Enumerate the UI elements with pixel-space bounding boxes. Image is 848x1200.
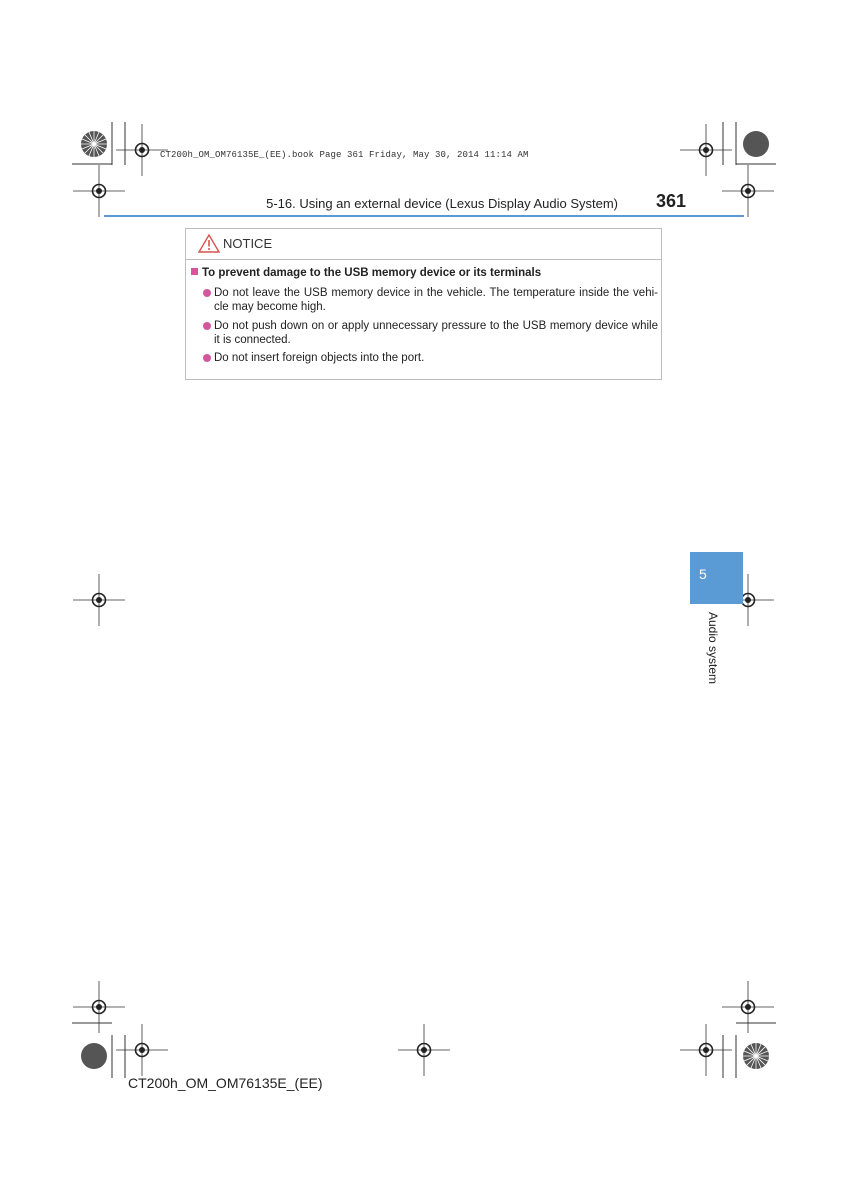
warning-triangle-icon — [198, 234, 220, 253]
notice-heading — [191, 267, 541, 279]
registration-crosshair-icon — [73, 165, 125, 217]
header-rule — [104, 215, 744, 217]
chapter-label: Audio system — [706, 612, 720, 685]
registration-crosshair-icon — [722, 165, 774, 217]
bullet-dot-icon — [203, 322, 211, 330]
footer-code: CT200h_OM_OM76135E_(EE) — [128, 1075, 323, 1091]
list-item — [203, 286, 658, 314]
notice-box — [185, 228, 662, 380]
notice-heading-text: To prevent damage to the USB memory device or its terminals — [202, 267, 542, 279]
registration-crosshair-icon — [680, 1024, 732, 1076]
bullet-dot-icon — [203, 289, 211, 297]
list-item-text: Do not insert foreign objects into the port. — [214, 352, 425, 364]
notice-label: NOTICE — [223, 236, 273, 251]
registration-crosshair-icon — [722, 981, 774, 1033]
registration-crosshair-icon — [680, 124, 732, 176]
registration-crosshair-icon — [73, 574, 125, 626]
bullet-dot-icon — [203, 354, 211, 362]
list-item-text: Do not leave the USB memory device in the vehicle. The temperature inside the vehi-cle may become high. — [214, 287, 658, 313]
notice-header — [186, 229, 661, 260]
list-item — [203, 351, 658, 365]
registration-crosshair-icon — [116, 1024, 168, 1076]
list-item-text: Do not push down on or apply unnecessary pressure to the USB memory device while it is connected. — [214, 320, 658, 346]
print-info-line: CT200h_OM_OM76135E_(EE).book Page 361 Friday, May 30, 2014 11:14 AM — [160, 150, 529, 160]
page-number: 361 — [656, 191, 687, 211]
chapter-tab[interactable] — [690, 552, 743, 604]
square-bullet-icon — [191, 268, 198, 275]
section-title: 5-16. Using an external device (Lexus Display Audio System) — [266, 196, 618, 211]
chapter-number: 5 — [699, 566, 707, 582]
registration-crosshair-icon — [398, 1024, 450, 1076]
registration-crosshair-icon — [73, 981, 125, 1033]
list-item — [203, 319, 658, 347]
